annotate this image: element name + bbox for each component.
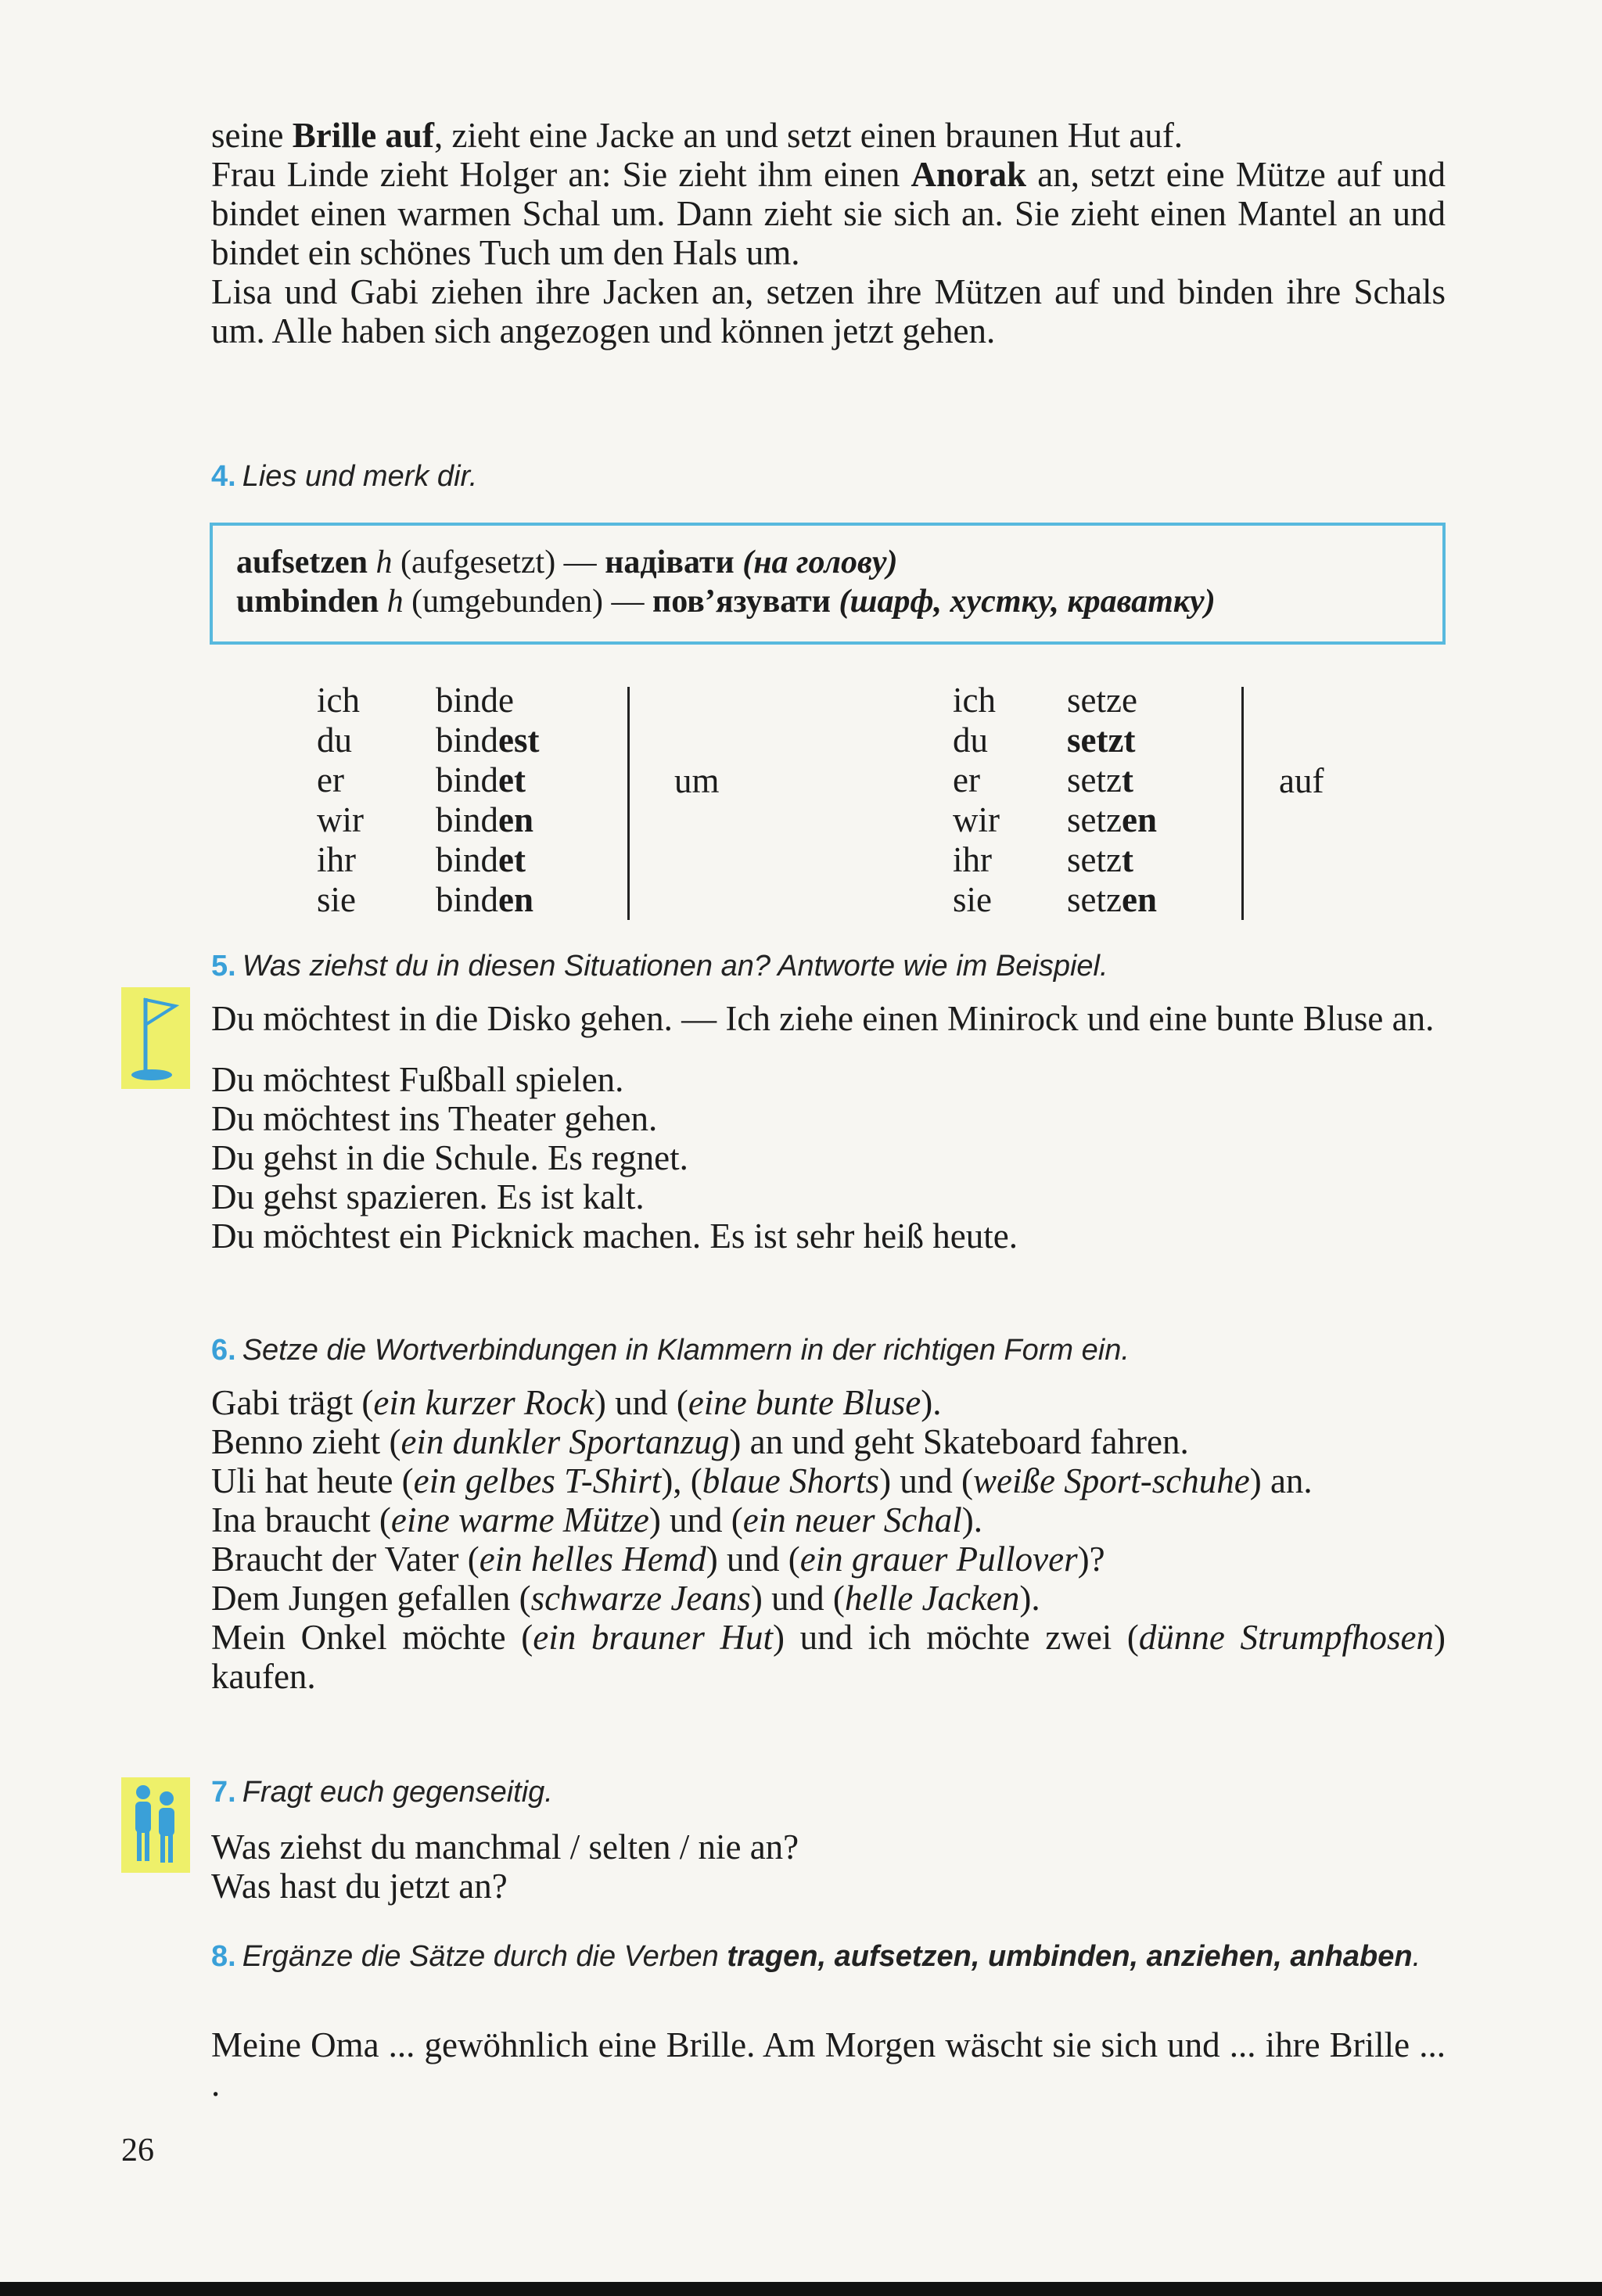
task-instruction: Setze die Wortverbindungen in Klammern in der richtigen Form ein. bbox=[242, 1334, 1130, 1367]
phrase-in-brackets: eine warme Mütze bbox=[390, 1500, 649, 1540]
intro-text-span: an, setzt eine Mütze auf und bindet einen warmen Schal um. Dann zieht sie sich an. Sie zieht einen Mantel an und bindet ein schönes Tuch um den Hals um. bbox=[211, 155, 1446, 272]
task6-heading bbox=[211, 1332, 1446, 1368]
task6-sentence bbox=[211, 1540, 1446, 1579]
pronoun: ich bbox=[317, 681, 360, 720]
verb-stem: bind bbox=[436, 800, 499, 839]
phrase-in-brackets: ein kurzer Rock bbox=[373, 1383, 594, 1422]
sentence-part: ) und ( bbox=[594, 1383, 688, 1422]
task6-sentence bbox=[211, 1579, 1446, 1618]
sentence-part: ). bbox=[961, 1500, 982, 1540]
intro-paragraph-2 bbox=[211, 155, 1446, 272]
task6-sentence bbox=[211, 1500, 1446, 1540]
translation-note: (на голову) bbox=[742, 544, 898, 580]
intro-text-span: , zieht eine Jacke an und setzt einen braunen Hut auf. bbox=[433, 116, 1184, 155]
verb-stem: setz bbox=[1067, 681, 1122, 720]
sentence-part: ) und ( bbox=[648, 1500, 743, 1540]
pronoun: sie bbox=[953, 880, 992, 919]
verb-ending: t bbox=[1123, 720, 1136, 760]
verb-ending: est bbox=[498, 720, 540, 760]
phrase-in-brackets: schwarze Jeans bbox=[530, 1579, 751, 1618]
task6-body bbox=[211, 1383, 1446, 1696]
conjugation-binden bbox=[317, 681, 540, 920]
pronoun: er bbox=[953, 760, 980, 799]
task4-heading bbox=[211, 458, 1446, 494]
pronoun: sie bbox=[317, 880, 356, 919]
verb-stem: bind bbox=[436, 681, 499, 720]
bold-term: Brille auf bbox=[292, 116, 434, 155]
sentence-part: Uli hat heute ( bbox=[211, 1461, 414, 1500]
conj-row bbox=[953, 720, 1157, 760]
sentence-part: )? bbox=[1077, 1540, 1105, 1579]
task6-sentence bbox=[211, 1422, 1446, 1461]
task7-heading bbox=[211, 1774, 1446, 1810]
task-number: 8. bbox=[211, 1940, 236, 1973]
sentence-part: ) und ich möchte zwei ( bbox=[772, 1618, 1139, 1657]
phrase-in-brackets: ein gelbes T-Shirt bbox=[413, 1461, 662, 1500]
sentence-part: ) und ( bbox=[879, 1461, 974, 1500]
phrase-in-brackets: dünne Strumpfhosen bbox=[1138, 1618, 1434, 1657]
pronoun: ihr bbox=[953, 840, 992, 879]
conj-divider bbox=[1241, 687, 1244, 920]
phrase-in-brackets: weiße Sport-schuhe bbox=[973, 1461, 1250, 1500]
verb-stem: setz bbox=[1067, 720, 1124, 760]
vocab-line-aufsetzen bbox=[236, 543, 1419, 582]
phrase-in-brackets: ein brauner Hut bbox=[533, 1618, 773, 1657]
intro-paragraph-1 bbox=[211, 116, 1446, 155]
task7-body bbox=[211, 1827, 1446, 1906]
phrase-in-brackets: helle Jacken bbox=[844, 1579, 1020, 1618]
pronoun: ich bbox=[953, 681, 996, 720]
verb-stem: setz bbox=[1067, 880, 1122, 919]
separable-prefix-auf: auf bbox=[1279, 761, 1324, 800]
conj-row bbox=[317, 880, 540, 920]
conj-row bbox=[317, 681, 540, 720]
pronoun: ihr bbox=[317, 840, 356, 879]
verb-stem: bind bbox=[436, 760, 499, 799]
conj-row bbox=[953, 880, 1157, 920]
conj-divider bbox=[627, 687, 630, 920]
vocab-word: aufsetzen bbox=[236, 544, 368, 580]
phrase-in-brackets: ein neuer Schal bbox=[742, 1500, 962, 1540]
conj-row bbox=[317, 800, 540, 840]
vocab-word: umbinden bbox=[236, 584, 379, 620]
verb-ending: en bbox=[1121, 880, 1157, 919]
task8-heading bbox=[211, 1938, 1446, 1974]
conj-row bbox=[953, 681, 1157, 720]
auxiliary-marker: h bbox=[375, 544, 393, 580]
task6-sentence bbox=[211, 1383, 1446, 1422]
conj-row bbox=[953, 840, 1157, 880]
intro-paragraph-3: Lisa und Gabi ziehen ihre Jacken an, setzen ihre Mützen auf und binden ihre Schals um. Alle haben sich angezogen und können jetzt gehen. bbox=[211, 272, 1446, 350]
task-number: 7. bbox=[211, 1776, 236, 1809]
pronoun: du bbox=[317, 720, 352, 760]
verb-ending: t bbox=[1121, 840, 1133, 879]
pair-people-icon bbox=[121, 1777, 190, 1873]
vocab-line-umbinden bbox=[236, 582, 1419, 621]
task-instruction: Ergänze die Sätze durch die Verben bbox=[242, 1940, 727, 1973]
verb-stem: setz bbox=[1067, 800, 1122, 839]
task7-question: Was ziehst du manchmal / selten / nie an? bbox=[211, 1827, 799, 1867]
task5-heading bbox=[211, 948, 1446, 984]
conj-row bbox=[317, 720, 540, 760]
task5-example: Du möchtest in die Disko gehen. — Ich ziehe einen Minirock und eine bunte Bluse an. bbox=[211, 999, 1435, 1038]
pair-people-icon-graphic bbox=[126, 1781, 185, 1869]
verb-stem: bind bbox=[436, 840, 499, 879]
pronoun: du bbox=[953, 720, 988, 760]
sentence-part: Braucht der Vater ( bbox=[211, 1540, 480, 1579]
verb-stem: setz bbox=[1067, 840, 1122, 879]
intro-text-span: Frau Linde zieht Holger an: Sie zieht ihm einen bbox=[211, 155, 911, 194]
sentence-part: Gabi trägt ( bbox=[211, 1383, 374, 1422]
sentence-part: Dem Jungen gefallen ( bbox=[211, 1579, 531, 1618]
task5-line: Du möchtest Fußball spielen. bbox=[211, 1060, 624, 1099]
verb-ending: e bbox=[1121, 681, 1137, 720]
verb-ending: et bbox=[498, 840, 526, 879]
conj-row bbox=[953, 760, 1157, 800]
task5-line: Du möchtest ein Picknick machen. Es ist sehr heiß heute. bbox=[211, 1216, 1018, 1256]
verb-stem: bind bbox=[436, 720, 499, 760]
participle: (umgebunden) — bbox=[411, 584, 645, 620]
auxiliary-marker: h bbox=[386, 584, 404, 620]
participle: (aufgesetzt) — bbox=[400, 544, 597, 580]
phrase-in-brackets: ein grauer Pullover bbox=[799, 1540, 1078, 1579]
flag-icon bbox=[121, 987, 190, 1089]
verb-stem: setz bbox=[1067, 760, 1122, 799]
pronoun: er bbox=[317, 760, 344, 799]
sentence-part: Mein Onkel möchte ( bbox=[211, 1618, 533, 1657]
translation-note: (шарф, хустку, краватку) bbox=[839, 584, 1216, 620]
sentence-part: ) kaufen. bbox=[211, 1618, 1446, 1696]
page-number: 26 bbox=[121, 2133, 154, 2168]
task5-line: Du gehst in die Schule. Es regnet. bbox=[211, 1138, 688, 1177]
phrase-in-brackets: ein helles Hemd bbox=[479, 1540, 706, 1579]
task7-question: Was hast du jetzt an? bbox=[211, 1867, 508, 1906]
task6-sentence bbox=[211, 1618, 1446, 1696]
phrase-in-brackets: blaue Shorts bbox=[702, 1461, 880, 1500]
vocabulary-box bbox=[210, 523, 1446, 645]
task5-line: Du gehst spazieren. Es ist kalt. bbox=[211, 1177, 645, 1216]
phrase-in-brackets: ein dunkler Sportanzug bbox=[400, 1422, 730, 1461]
phrase-in-brackets: eine bunte Bluse bbox=[688, 1383, 921, 1422]
task6-sentence bbox=[211, 1461, 1446, 1500]
task8-body bbox=[211, 2025, 1446, 2104]
conj-row bbox=[317, 840, 540, 880]
task-instruction-verbs: tragen, aufsetzen, umbinden, anziehen, anhaben bbox=[727, 1940, 1413, 1973]
conj-row bbox=[953, 800, 1157, 840]
verb-stem: bind bbox=[436, 880, 499, 919]
verb-ending: t bbox=[1121, 760, 1133, 799]
conjugation-setzen bbox=[953, 681, 1157, 920]
translation: надівати bbox=[605, 544, 735, 580]
sentence-part: ). bbox=[1019, 1579, 1040, 1618]
task5-line: Du möchtest ins Theater gehen. bbox=[211, 1099, 658, 1138]
sentence-part: ). bbox=[921, 1383, 942, 1422]
scan-edge bbox=[0, 2282, 1602, 2296]
bold-term: Anorak bbox=[911, 155, 1027, 194]
conj-row bbox=[317, 760, 540, 800]
task5-body bbox=[211, 999, 1446, 1256]
task-instruction: Was ziehst du in diesen Situationen an? Antworte wie im Beispiel. bbox=[242, 950, 1108, 983]
flag-icon-graphic bbox=[128, 992, 183, 1084]
sentence-part: Benno zieht ( bbox=[211, 1422, 401, 1461]
sentence-part: ) an. bbox=[1249, 1461, 1313, 1500]
pronoun: wir bbox=[953, 800, 1000, 839]
verb-ending: en bbox=[498, 800, 534, 839]
task-number: 4. bbox=[211, 460, 236, 493]
task-number: 5. bbox=[211, 950, 236, 983]
verb-ending: en bbox=[498, 880, 534, 919]
verb-ending: et bbox=[498, 760, 526, 799]
task8-text: Meine Oma ... gewöhnlich eine Brille. Am Morgen wäscht sie sich und ... ihre Brille ... . bbox=[211, 2025, 1446, 2104]
translation: пов’язувати bbox=[652, 584, 831, 620]
sentence-part: ) an und geht Skateboard fahren. bbox=[729, 1422, 1189, 1461]
sentence-part: ), ( bbox=[661, 1461, 702, 1500]
task-instruction: Fragt euch gegenseitig. bbox=[242, 1776, 553, 1809]
sentence-part: ) und ( bbox=[706, 1540, 800, 1579]
pronoun: wir bbox=[317, 800, 364, 839]
verb-ending: en bbox=[1121, 800, 1157, 839]
sentence-part: Ina braucht ( bbox=[211, 1500, 391, 1540]
verb-ending: e bbox=[498, 681, 514, 720]
intro-text-span: seine bbox=[211, 116, 293, 155]
separable-prefix-um: um bbox=[674, 761, 720, 800]
task-instruction: . bbox=[1412, 1940, 1421, 1973]
sentence-part: ) und ( bbox=[750, 1579, 845, 1618]
task-number: 6. bbox=[211, 1334, 236, 1367]
intro-text bbox=[211, 116, 1446, 350]
task-instruction: Lies und merk dir. bbox=[242, 460, 478, 493]
